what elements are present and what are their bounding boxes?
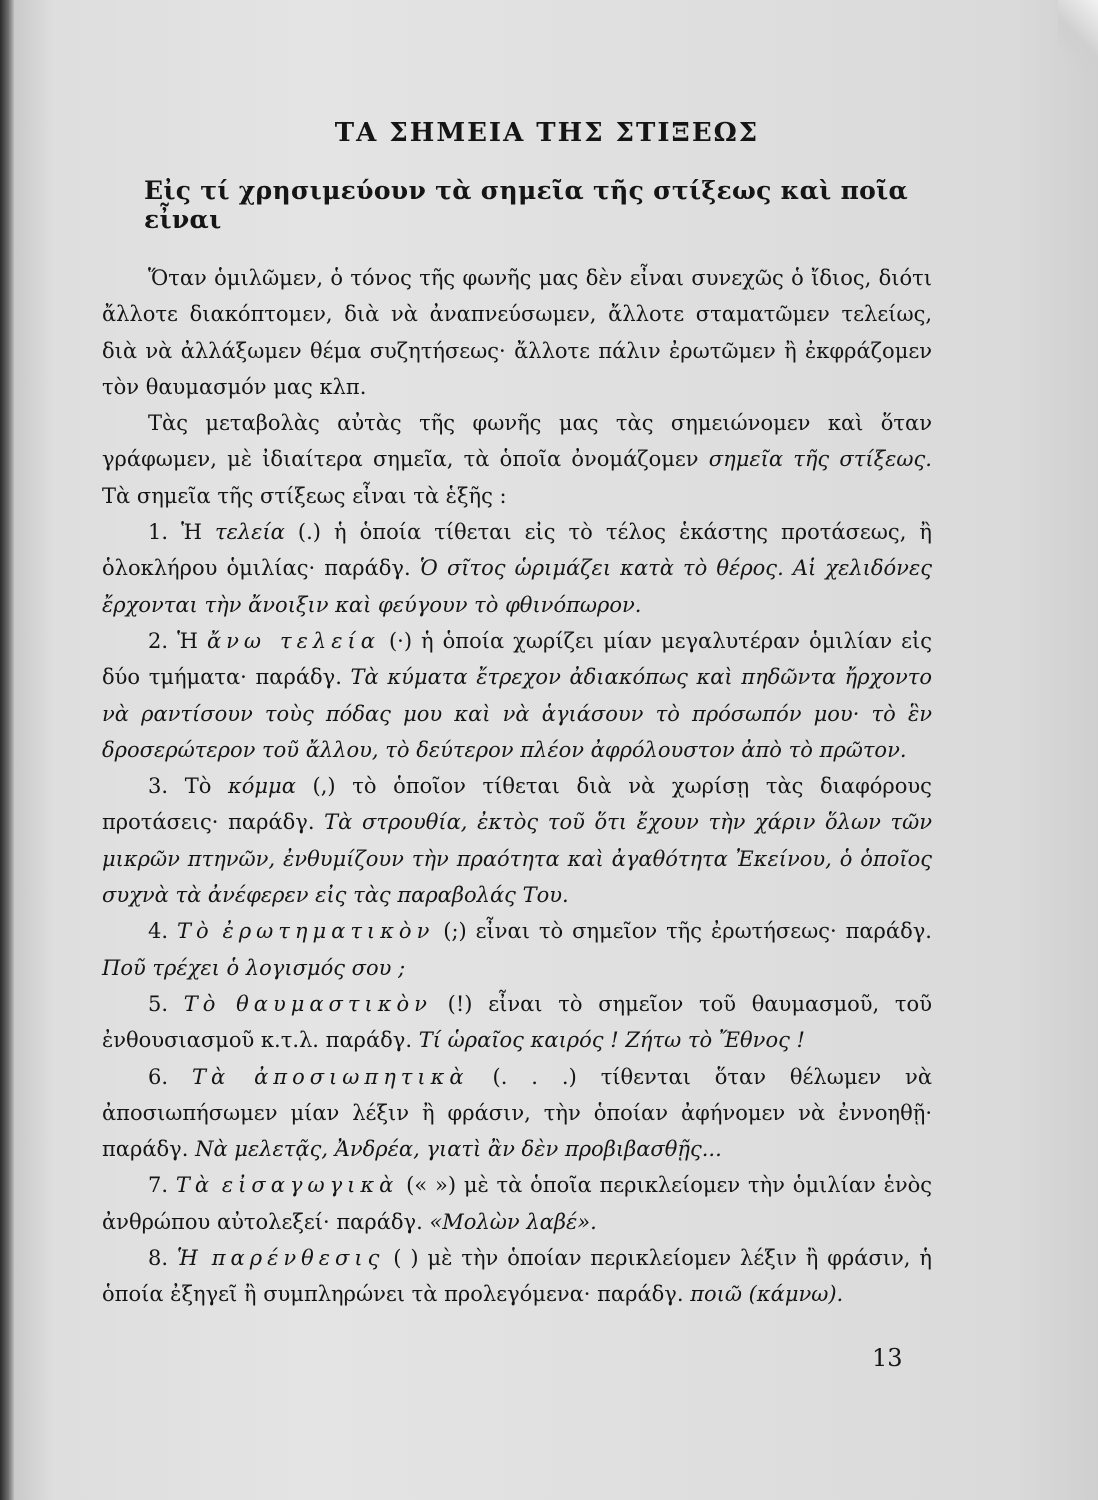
item-example: Τὰ στρουθία, ἐκτὸς τοῦ ὅτι ἔχουν τὴν χάριν ὅλων τῶν μικρῶν πτηνῶν, ἐνθυμίζουν τὴν πραότητα καὶ ἀγαθότητα Ἐκείνου, ὁ ὁποῖος συχνὰ τὰ ἀνέφερεν εἰς τὰς παραβολάς Του. [102, 810, 932, 908]
item-article: Τὰ [191, 1064, 231, 1089]
intro-paragraph-2 [102, 405, 932, 514]
intro-paragraph-1: Ὅταν ὁμιλῶμεν, ὁ τόνος τῆς φωνῆς μας δὲν εἶναι συνεχῶς ὁ ἴδιος, διότι ἄλλοτε διακόπτομεν, διὰ νὰ ἀναπνεύσωμεν, ἄλλοτε σταματῶμεν τελείως, διὰ νὰ ἀλλάξωμεν θέμα συζητήσεως· ἄλλοτε πάλιν ἐρωτῶμεν ἢ ἐκφράζομεν τὸν θαυμασμόν μας κλπ. [102, 266, 932, 399]
book-page [14, 0, 1098, 1500]
section-subtitle: Εἰς τί χρησιμεύουν τὰ σημεῖα τῆς στίξεως καὶ ποῖα εἶναι [144, 176, 909, 234]
item-term: παρένθεσις [211, 1246, 385, 1271]
intro-paragraph-2-text: Τὰς μεταβολὰς αὐτὰς τῆς φωνῆς μας τὰς σημειώνομεν καὶ ὅταν γράφωμεν, μὲ ἰδιαίτερα σημεῖα, τὰ ὁποῖα ὀνομάζομεν [102, 411, 932, 472]
item-article: Τὸ [183, 991, 221, 1016]
punctuation-item-4 [102, 913, 932, 986]
item-symbol: (« ») [406, 1173, 457, 1198]
punctuation-item-1 [102, 514, 932, 623]
punctuation-item-3 [102, 768, 932, 913]
item-term: τελεία [214, 520, 285, 545]
item-symbol: (!) [447, 991, 473, 1016]
punctuation-item-7 [102, 1167, 932, 1240]
item-symbol: (,) [312, 774, 336, 799]
punctuation-item-2 [102, 623, 932, 768]
item-term: θαυμαστικὸν [236, 991, 432, 1016]
item-description: εἶναι τὸ σημεῖον τῆς ἐρωτήσεως· παράδγ. [475, 919, 932, 944]
page-number: 13 [872, 1344, 903, 1372]
item-article: Τὸ [176, 919, 214, 944]
item-example: ποιῶ (κάμνω). [690, 1282, 844, 1307]
item-term: κόμμα [227, 774, 296, 799]
item-description: τὸ ὁποῖον τίθεται διὰ νὰ χωρίσῃ τὰς διαφόρους προτάσεις· παράδγ. [102, 774, 932, 835]
item-article: Ἡ [177, 628, 198, 653]
item-example: Ποῦ τρέχει ὁ λογισμός σου ; [102, 955, 406, 980]
item-description: τίθενται ὅταν θέλωμεν νὰ ἀποσιωπήσωμεν μίαν λέξιν ἢ φράσιν, τὴν ὁποίαν ἀφήνομεν νὰ ἐννοηθῇ· παράδγ. [102, 1064, 932, 1162]
item-symbol: (.) [297, 520, 321, 545]
item-article: Τὸ [184, 774, 212, 799]
punctuation-item-6 [102, 1059, 932, 1168]
item-number: 5. [148, 991, 169, 1016]
item-number: 7. [148, 1173, 169, 1198]
page-title: ΤΑ ΣΗΜΕΙΑ ΤΗΣ ΣΤΙΞΕΩΣ [334, 118, 760, 148]
page-content [102, 118, 932, 1313]
item-number: 8. [148, 1246, 169, 1271]
item-symbol: ( ) [393, 1246, 419, 1271]
item-description: μὲ τὴν ὁποίαν περικλείομεν λέξιν ἢ φράσιν, ἡ ὁποία ἐξηγεῖ ἢ συμπληρώνει τὰ προλεγόμενα· παράδγ. [102, 1246, 932, 1307]
item-example: Τὰ κύματα ἔτρεχον ἀδιακόπως καὶ πηδῶντα ἤρχοντο νὰ ραντίσουν τοὺς πόδας μου καὶ νὰ ἁγιάσουν τὸ πρόσωπόν μου· τὸ ἓν δροσερώτερον τοῦ ἄλλου, τὸ δεύτερον πλέον ἀφρόλουστον ἀπὸ τὸ πρῶτον. [102, 665, 932, 762]
punctuation-item-8 [102, 1240, 932, 1313]
item-term: ἀποσιωπητικὰ [254, 1064, 469, 1089]
item-number: 1. [148, 520, 169, 545]
page-corner-fold [1058, 0, 1098, 90]
intro-term: σημεῖα τῆς στίξεως. [708, 447, 932, 472]
item-description: μὲ τὰ ὁποῖα περικλείομεν τὴν ὁμιλίαν ἑνὸς ἀνθρώπου αὐτολεξεί· παράδγ. [102, 1173, 933, 1234]
item-number: 3. [148, 774, 169, 799]
item-number: 4. [148, 919, 169, 944]
item-term: ἄνω τελεία [206, 628, 380, 653]
item-example: Τί ὡραῖος καιρός ! Ζήτω τὸ Ἔθνος ! [418, 1028, 805, 1053]
item-description: ἡ ὁποία χωρίζει μίαν μεγαλυτέραν ὁμιλίαν εἰς δύο τμήματα· παράδγ. [102, 628, 932, 690]
item-example: Νὰ μελετᾷς, Ἀνδρέα, γιατὶ ἂν δὲν προβιβασθῇς... [195, 1137, 722, 1162]
punctuation-item-5 [102, 986, 932, 1059]
item-symbol: (. . .) [492, 1064, 577, 1089]
item-symbol: (;) [443, 919, 467, 944]
item-example: Ὁ σῖτος ὡριμάζει κατὰ τὸ θέρος. Αἱ χελιδόνες ἔρχονται τὴν ἄνοιξιν καὶ φεύγουν τὸ φθινόπωρον. [102, 556, 932, 617]
item-description: ἡ ὁποία τίθεται εἰς τὸ τέλος ἑκάστης προτάσεως, ἢ ὁλοκλήρου ὁμιλίας· παράδγ. [102, 520, 932, 581]
item-article: Ἡ [181, 520, 202, 545]
item-example: «Μολὼν λαβέ». [429, 1209, 597, 1234]
item-article: Τὰ [175, 1173, 215, 1198]
item-term: εἰσαγωγικὰ [221, 1173, 399, 1198]
book-binding-edge [0, 0, 14, 1500]
item-description: εἶναι τὸ σημεῖον τοῦ θαυμασμοῦ, τοῦ ἐνθουσιασμοῦ κ.τ.λ. παράδγ. [102, 991, 932, 1053]
item-symbol: (·) [388, 628, 413, 653]
item-number: 2. [148, 628, 169, 653]
item-term: ἐρωτηματικὸν [222, 919, 435, 944]
item-number: 6. [148, 1064, 169, 1089]
item-article: Ἡ [176, 1246, 203, 1271]
intro-paragraph-2-tail: Τὰ σημεῖα τῆς στίξεως εἶναι τὰ ἑξῆς : [102, 483, 507, 508]
